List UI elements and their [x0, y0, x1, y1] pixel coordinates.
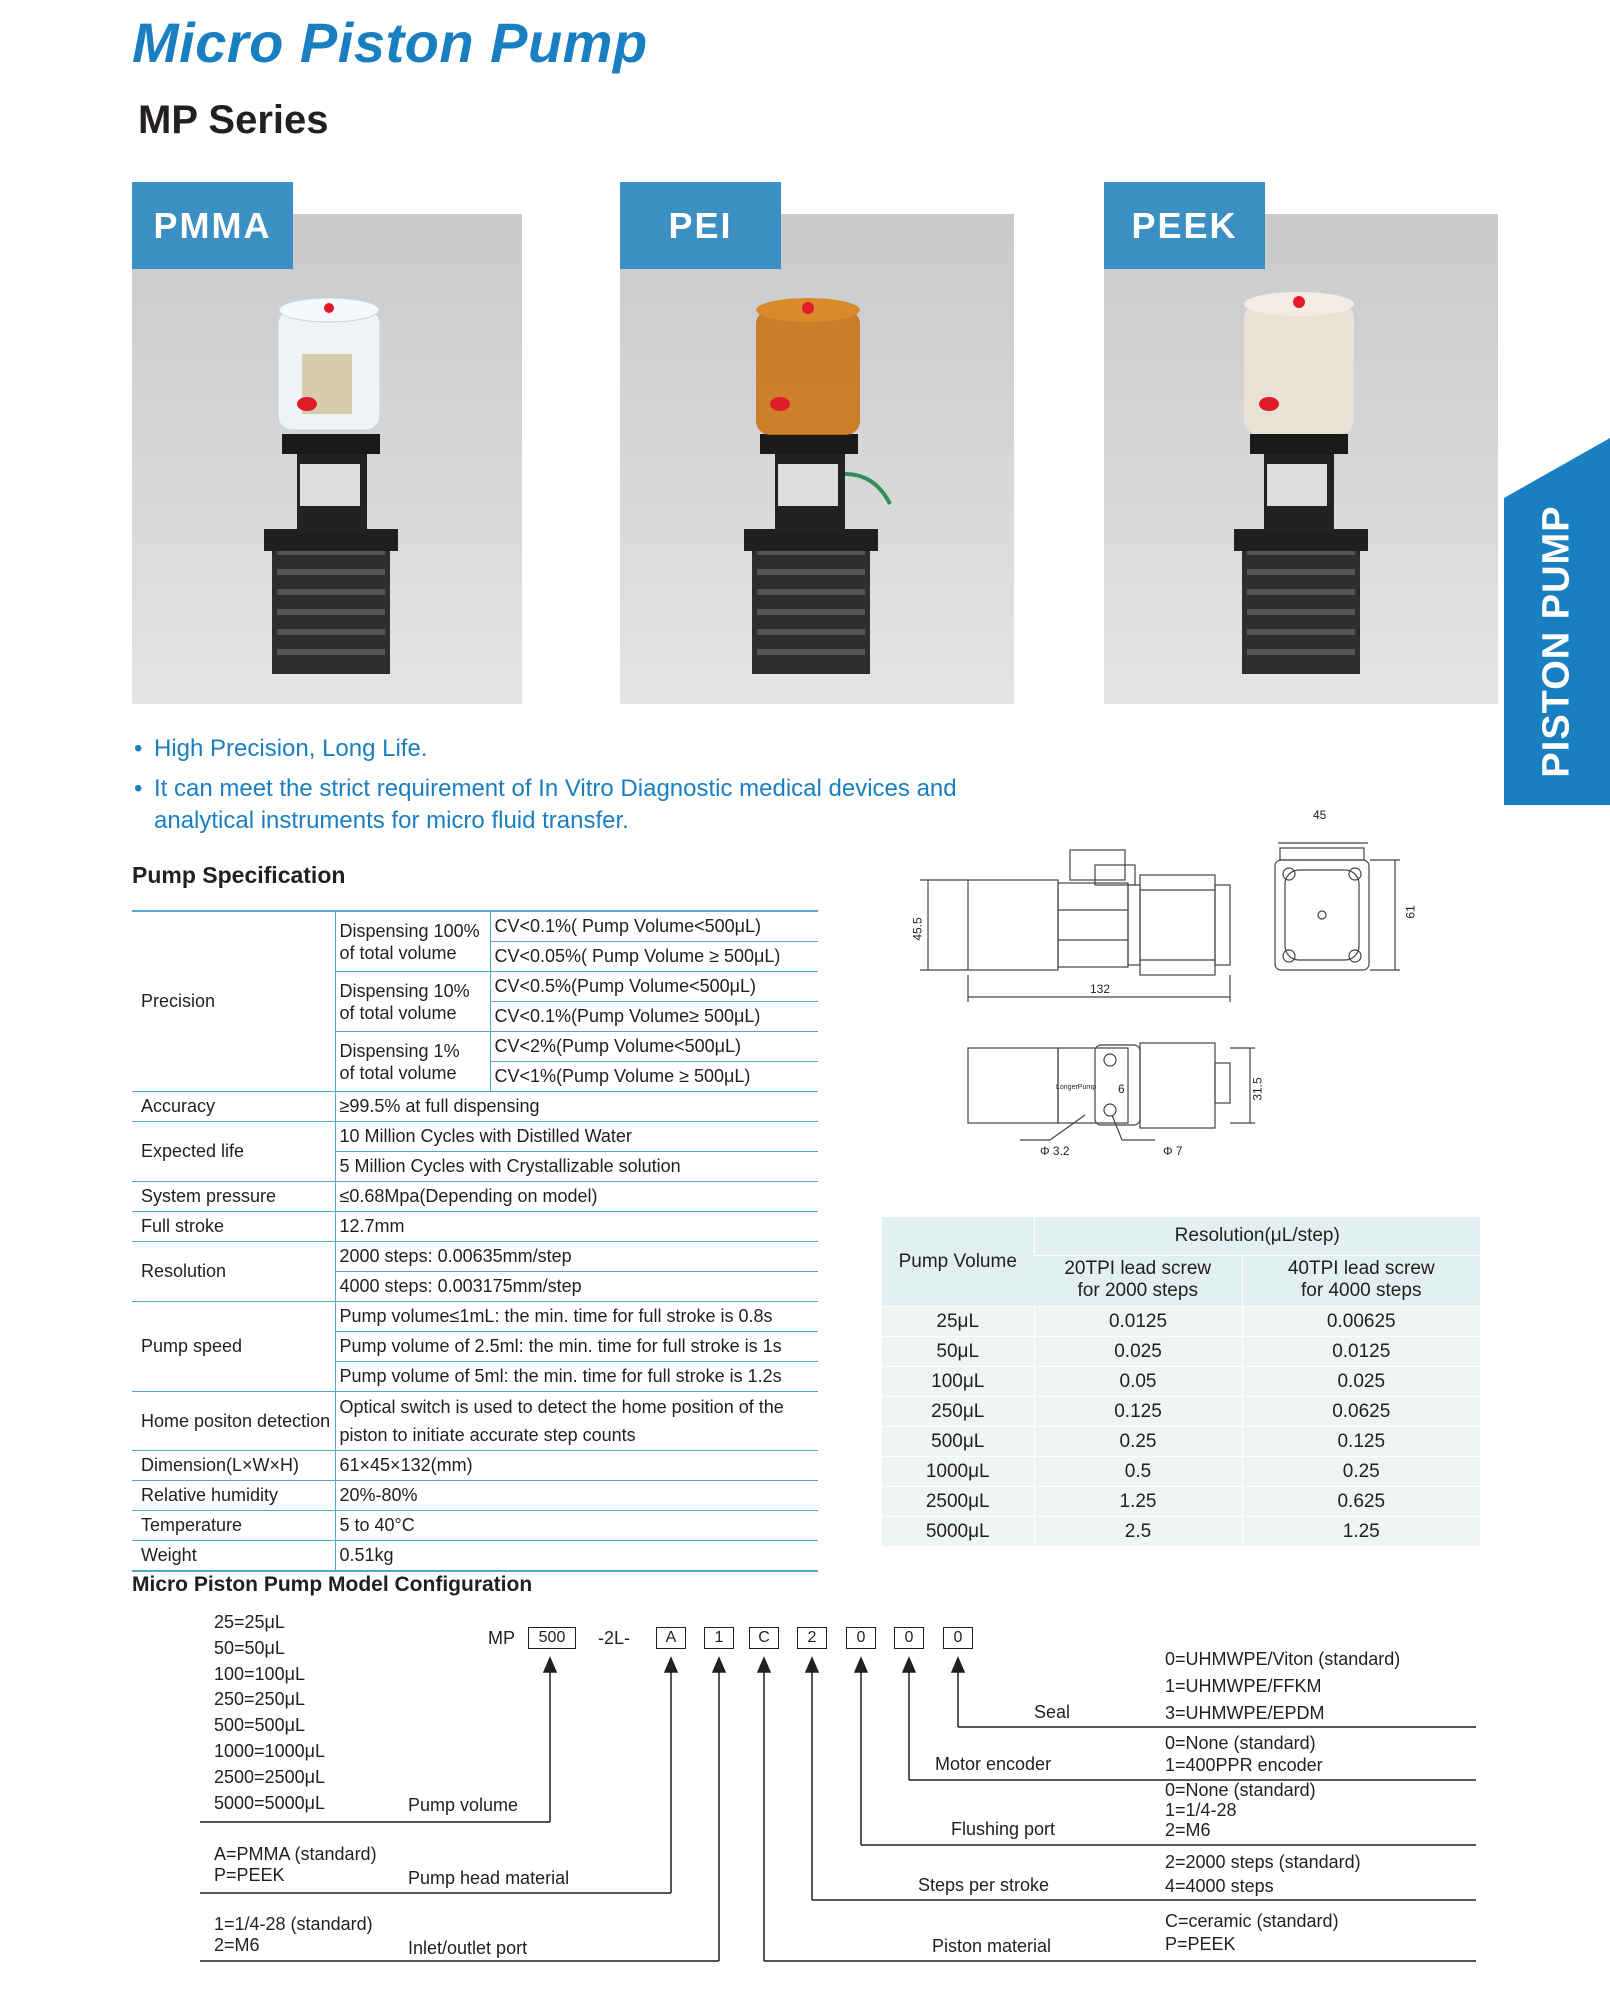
port-options	[214, 1914, 373, 1956]
spec-label: Dimension(L×W×H)	[132, 1451, 335, 1481]
table-cell: 0.0125	[1242, 1337, 1480, 1367]
list-item: 25=25μL	[214, 1612, 285, 1632]
spec-value: 2000 steps: 0.00635mm/step	[335, 1242, 818, 1272]
code-box-seal: 0	[943, 1627, 973, 1649]
spec-value: Pump volume of 2.5ml: the min. time for full stroke is 1s	[335, 1332, 818, 1362]
seal-options	[1165, 1646, 1400, 1727]
list-item: 1=1/4-28	[1165, 1800, 1237, 1820]
encoder-label: Motor encoder	[935, 1754, 1052, 1774]
config-title: Micro Piston Pump Model Configuration	[132, 1573, 533, 1596]
product-tag-pei: PEI	[620, 182, 781, 269]
code-box-head: A	[656, 1627, 686, 1649]
list-item: 500=500μL	[214, 1715, 305, 1736]
spec-sub: Dispensing 1% of total volume	[335, 1032, 490, 1092]
table-cell: 2500μL	[882, 1487, 1034, 1517]
seal-label: Seal	[1034, 1702, 1071, 1722]
list-item: 0=None (standard)	[1165, 1780, 1316, 1800]
code-box-volume: 500	[528, 1627, 576, 1649]
col-header-20tpi: 20TPI lead screw for 2000 steps	[1034, 1256, 1242, 1307]
dim-6: 6	[1118, 1082, 1125, 1096]
table-cell: 100μL	[882, 1367, 1034, 1397]
table-cell: 1000μL	[882, 1457, 1034, 1487]
list-item: 1=1/4-28 (standard)	[214, 1914, 373, 1934]
spec-value: 5 to 40°C	[335, 1511, 818, 1541]
spec-label: Precision	[132, 911, 335, 1092]
head-material-label: Pump head material	[408, 1868, 570, 1888]
list-item: 2=M6	[1165, 1820, 1211, 1840]
list-item: 3=UHMWPE/EPDM	[1165, 1703, 1325, 1723]
table-cell: 0.125	[1034, 1397, 1242, 1427]
code-box-flush: 0	[846, 1627, 876, 1649]
spec-value: 61×45×132(mm)	[335, 1451, 818, 1481]
spec-title: Pump Specification	[132, 862, 346, 888]
spec-value: CV<1%(Pump Volume ≥ 500μL)	[490, 1062, 818, 1092]
table-cell: 0.125	[1242, 1427, 1480, 1457]
code-mp: MP	[488, 1628, 515, 1648]
spec-value: Optical switch is used to detect the home position of the piston to initiate accurate step counts	[335, 1392, 818, 1451]
table-cell: 1.25	[1034, 1487, 1242, 1517]
port-label: Inlet/outlet port	[408, 1938, 528, 1958]
spec-label: Pump speed	[132, 1302, 335, 1392]
code-mid: -2L-	[598, 1628, 631, 1648]
page-subtitle: MP Series	[138, 98, 329, 142]
spec-sub: Dispensing 10% of total volume	[335, 972, 490, 1032]
dim-dia-3-2: Φ 3.2	[1040, 1144, 1070, 1158]
list-item: C=ceramic (standard)	[1165, 1911, 1339, 1931]
piston-label: Piston material	[932, 1936, 1052, 1956]
spec-value: CV<0.05%( Pump Volume ≥ 500μL)	[490, 942, 818, 972]
piston-options	[1165, 1910, 1339, 1956]
spec-value: 0.51kg	[335, 1541, 818, 1572]
table-cell: 250μL	[882, 1397, 1034, 1427]
spec-sub: Dispensing 100% of total volume	[335, 911, 490, 972]
code-box-steps: 2	[797, 1627, 827, 1649]
feature-2-cont: analytical instruments for micro fluid transfer.	[154, 807, 629, 834]
table-cell: 0.5	[1034, 1457, 1242, 1487]
list-item: 4=4000 steps	[1165, 1876, 1274, 1896]
list-item: 2=M6	[214, 1935, 260, 1955]
table-cell: 5000μL	[882, 1517, 1034, 1547]
spec-label: System pressure	[132, 1182, 335, 1212]
page-title: Micro Piston Pump	[132, 11, 648, 74]
spec-value: CV<0.1%( Pump Volume<500μL)	[490, 911, 818, 942]
table-cell: 0.05	[1034, 1367, 1242, 1397]
list-item: 100=100μL	[214, 1663, 305, 1684]
steps-label: Steps per stroke	[918, 1875, 1050, 1895]
flush-label: Flushing port	[951, 1819, 1056, 1839]
feature-2: • It can meet the strict requirement of In Vitro Diagnostic medical devices and	[134, 775, 957, 802]
col-header-resolution: Resolution(μL/step)	[1034, 1217, 1480, 1256]
table-cell: 0.025	[1242, 1367, 1480, 1397]
col-header-40tpi: 40TPI lead screw for 4000 steps	[1242, 1256, 1480, 1307]
dim-61: 61	[1403, 905, 1418, 919]
table-cell: 0.00625	[1242, 1307, 1480, 1337]
side-tab-label: PISTON PUMP	[1535, 505, 1578, 778]
spec-value: 10 Million Cycles with Distilled Water	[335, 1122, 818, 1152]
spec-value: Pump volume of 5ml: the min. time for full stroke is 1.2s	[335, 1362, 818, 1392]
product-tag-pmma: PMMA	[132, 182, 293, 269]
spec-label: Temperature	[132, 1511, 335, 1541]
table-cell: 0.25	[1034, 1427, 1242, 1457]
spec-value: CV<2%(Pump Volume<500μL)	[490, 1032, 818, 1062]
list-item: P=PEEK	[1165, 1934, 1236, 1954]
table-cell: 2.5	[1034, 1517, 1242, 1547]
spec-value: CV<0.1%(Pump Volume≥ 500μL)	[490, 1002, 818, 1032]
spec-label: Weight	[132, 1541, 335, 1572]
dim-132: 132	[1090, 982, 1111, 996]
table-cell: 0.025	[1034, 1337, 1242, 1367]
spec-label: Home positon detection	[132, 1392, 335, 1451]
product-tag-peek: PEEK	[1104, 182, 1265, 269]
list-item: 5000=5000μL	[214, 1792, 325, 1813]
spec-label: Full stroke	[132, 1212, 335, 1242]
list-item: 1000=1000μL	[214, 1740, 325, 1761]
list-item: 0=None (standard)	[1165, 1733, 1316, 1753]
drawing-brand: LongerPump	[1056, 1084, 1097, 1091]
dim-dia-7: Φ 7	[1163, 1144, 1183, 1158]
pump-volume-label: Pump volume	[408, 1795, 519, 1815]
steps-options	[1165, 1850, 1361, 1898]
table-cell: 25μL	[882, 1307, 1034, 1337]
spec-label: Resolution	[132, 1242, 335, 1302]
spec-label: Expected life	[132, 1122, 335, 1182]
spec-value: ≥99.5% at full dispensing	[335, 1092, 818, 1122]
table-cell: 0.625	[1242, 1487, 1480, 1517]
spec-value: 5 Million Cycles with Crystallizable solution	[335, 1152, 818, 1182]
dim-31-5: 31.5	[1250, 1077, 1265, 1101]
encoder-options	[1165, 1732, 1323, 1776]
spec-value: 4000 steps: 0.003175mm/step	[335, 1272, 818, 1302]
list-item: A=PMMA (standard)	[214, 1844, 377, 1864]
spec-value: Pump volume≤1mL: the min. time for full stroke is 0.8s	[335, 1302, 818, 1332]
table-cell: 50μL	[882, 1337, 1034, 1367]
feature-1: • High Precision, Long Life.	[134, 735, 428, 762]
list-item: 2=2000 steps (standard)	[1165, 1852, 1361, 1872]
list-item: 1=400PPR encoder	[1165, 1755, 1323, 1775]
code-box-piston: C	[749, 1627, 779, 1649]
list-item: 250=250μL	[214, 1689, 305, 1710]
flush-options	[1165, 1780, 1316, 1840]
spec-value: 20%-80%	[335, 1481, 818, 1511]
volume-options	[214, 1610, 325, 1816]
col-header-pump: Pump Volume	[882, 1217, 1034, 1307]
code-box-port: 1	[704, 1627, 734, 1649]
list-item: 0=UHMWPE/Viton (standard)	[1165, 1649, 1401, 1669]
list-item: 50=50μL	[214, 1637, 285, 1658]
list-item: 1=UHMWPE/FFKM	[1165, 1676, 1322, 1696]
spec-value: ≤0.68Mpa(Depending on model)	[335, 1182, 818, 1212]
spec-label: Relative humidity	[132, 1481, 335, 1511]
table-cell: 0.0625	[1242, 1397, 1480, 1427]
table-cell: 500μL	[882, 1427, 1034, 1457]
spec-value: CV<0.5%(Pump Volume<500μL)	[490, 972, 818, 1002]
table-cell: 1.25	[1242, 1517, 1480, 1547]
dim-45-5: 45.5	[910, 917, 925, 941]
spec-value: 12.7mm	[335, 1212, 818, 1242]
code-box-encoder: 0	[894, 1627, 924, 1649]
dim-45: 45	[1313, 808, 1327, 822]
table-cell: 0.0125	[1034, 1307, 1242, 1337]
head-options	[214, 1844, 377, 1886]
spec-label: Accuracy	[132, 1092, 335, 1122]
list-item: 2500=2500μL	[214, 1766, 325, 1787]
list-item: P=PEEK	[214, 1865, 285, 1885]
table-cell: 0.25	[1242, 1457, 1480, 1487]
